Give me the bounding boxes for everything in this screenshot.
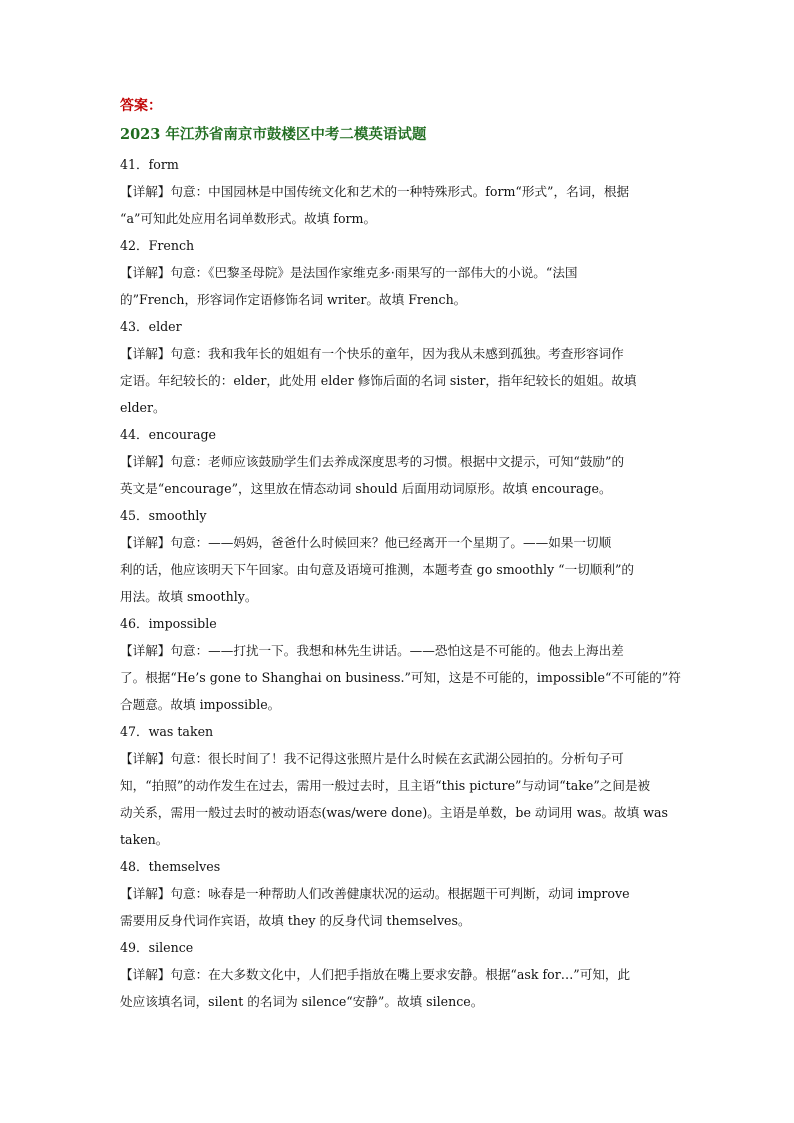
explanation-line: 英文是“encourage”，这里放在情态动词 should 后面用动词原形。故填 encourage。 bbox=[120, 481, 612, 496]
explanation-line: 【详解】句意：在大多数文化中，人们把手指放在嘴上要求安静。根据“ask for…”可知，此 bbox=[120, 967, 631, 982]
explanation-line: 定语。年纪较长的：elder，此处用 elder 修饰后面的名词 sister，指年纪较长的姐姐。故填 bbox=[120, 373, 637, 388]
explanation-line: 【详解】句意：——打扰一下。我想和林先生讲话。——恐怕这是不可能的。他去上海出差 bbox=[120, 643, 624, 658]
explanation-line: “a”可知此处应用名词单数形式。故填 form。 bbox=[120, 211, 377, 226]
answer-number: 44．encourage bbox=[120, 427, 216, 442]
explanation-line: 【详解】句意：很长时间了！我不记得这张照片是什么时候在玄武湖公园拍的。分析句子可 bbox=[120, 751, 624, 766]
explanation-line: 动关系，需用一般过去时的被动语态(was/were done)。主语是单数，be 动词用 was。故填 was bbox=[120, 805, 668, 820]
answer-number: 43．elder bbox=[120, 319, 182, 334]
explanation-line: 合题意。故填 impossible。 bbox=[120, 697, 281, 712]
answer-number: 42．French bbox=[120, 238, 195, 253]
answer-number: 45．smoothly bbox=[120, 508, 207, 523]
explanation-line: 了。根据“He’s gone to Shanghai on business.”可知，这是不可能的，impossible“不可能的”符 bbox=[120, 670, 681, 685]
explanation-line: 【详解】句意：中国园林是中国传统文化和艺术的一种特殊形式。form“形式”，名词，根据 bbox=[120, 184, 630, 199]
answer-number: 48．themselves bbox=[120, 859, 221, 874]
explanation-line: taken。 bbox=[120, 832, 169, 847]
answer-number: 41．form bbox=[120, 157, 179, 172]
answer-number: 47．was taken bbox=[120, 724, 214, 739]
document-page bbox=[120, 96, 681, 1015]
explanation-line: 【详解】句意：我和我年长的姐姐有一个快乐的童年，因为我从未感到孤独。考查形容词作 bbox=[120, 346, 624, 361]
explanation-line: 【详解】句意：——妈妈，爸爸什么时候回来？他已经离开一个星期了。——如果一切顺 bbox=[120, 535, 612, 550]
explanation-line: 的”French，形容词作定语修饰名词 writer。故填 French。 bbox=[120, 292, 467, 307]
explanation-line: elder。 bbox=[120, 400, 166, 415]
answer-number: 49．silence bbox=[120, 940, 194, 955]
answer-number: 46．impossible bbox=[120, 616, 217, 631]
explanation-line: 【详解】句意：咏春是一种帮助人们改善健康状况的运动。根据题干可判断，动词 improve bbox=[120, 886, 630, 901]
explanation-line: 用法。故填 smoothly。 bbox=[120, 589, 258, 604]
explanation-line: 利的话，他应该明天下午回家。由句意及语境可推测，本题考查 go smoothly “一切顺利”的 bbox=[120, 562, 635, 577]
answer-label: 答案： bbox=[120, 98, 162, 114]
explanation-line: 【详解】句意：《巴黎圣母院》是法国作家维克多·雨果写的一部伟大的小说。“法国 bbox=[120, 265, 578, 280]
explanation-line: 知，“拍照”的动作发生在过去，需用一般过去时，且主语“this picture”与动词“take”之间是被 bbox=[120, 778, 651, 793]
explanation-line: 处应该填名词，silent 的名词为 silence“安静”。故填 silence。 bbox=[120, 994, 484, 1009]
explanation-line: 【详解】句意：老师应该鼓励学生们去养成深度思考的习惯。根据中文提示，可知“鼓励”的 bbox=[120, 454, 625, 469]
exam-title: 2023 年江苏省南京市鼓楼区中考二模英语试题 bbox=[120, 126, 427, 143]
explanation-line: 需要用反身代词作宾语，故填 they 的反身代词 themselves。 bbox=[120, 913, 471, 928]
answer-list bbox=[120, 151, 681, 1015]
